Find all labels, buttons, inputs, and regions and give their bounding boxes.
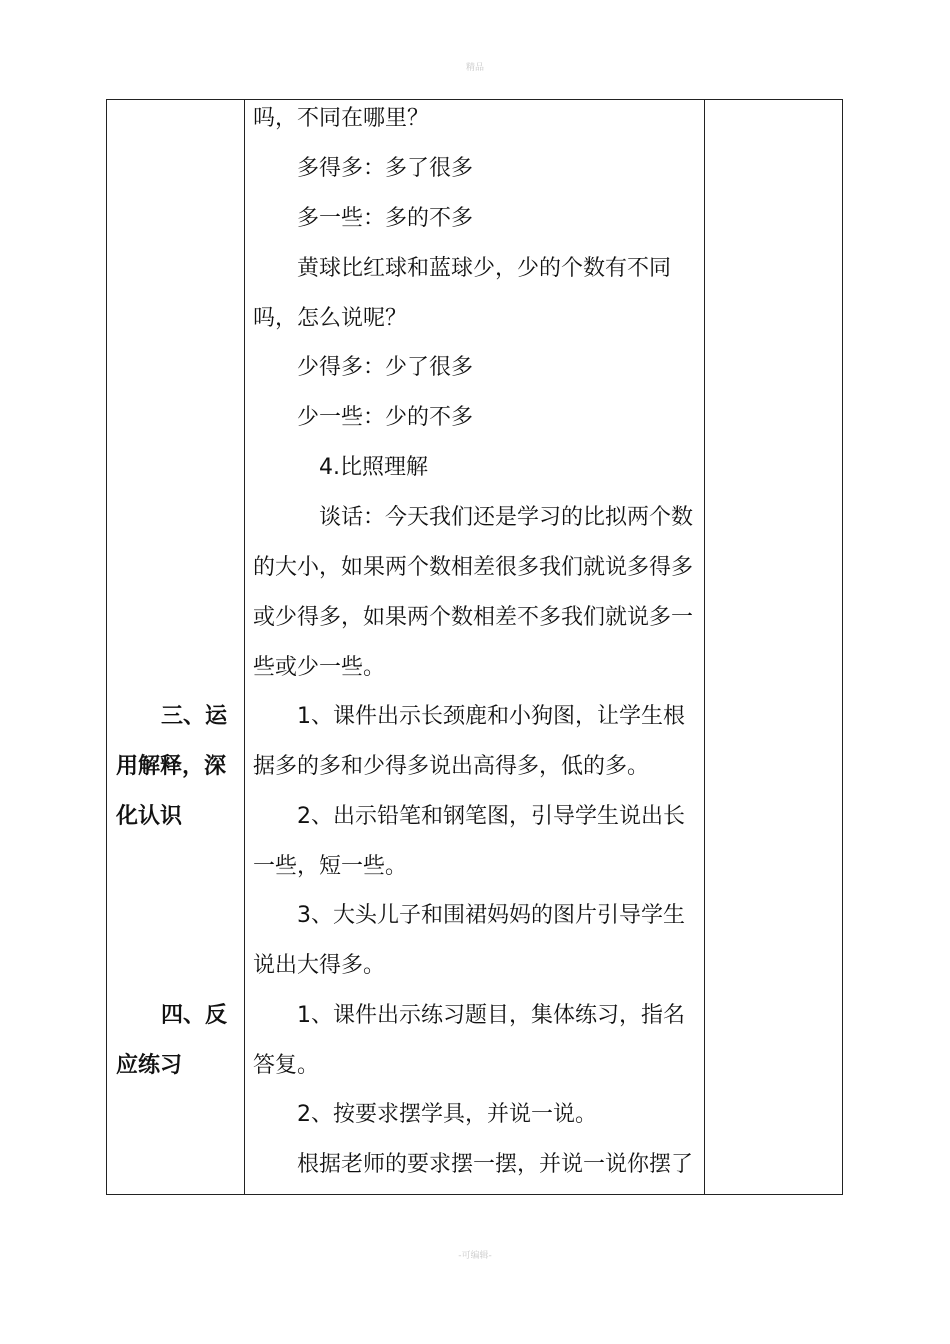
content-line: 多得多：多了很多: [297, 156, 474, 181]
footer-watermark: -可编辑-: [458, 1251, 492, 1261]
content-line: 少得多：少了很多: [297, 355, 474, 380]
section-4-label-line-1: 四、反: [161, 1003, 228, 1028]
content-line: 的大小，如果两个数相差很多我们就说多得多: [253, 555, 694, 580]
header-watermark: 精品: [465, 63, 484, 73]
content-line: 或少得多，如果两个数相差不多我们就说多一: [253, 605, 694, 630]
section-3-label-line-1: 三、运: [161, 704, 228, 729]
content-line: 2、出示铅笔和钢笔图，引导学生说出长: [297, 804, 685, 829]
content-line: 3、大头儿子和围裙妈妈的图片引导学生: [297, 903, 685, 928]
section-3-label-line-3: 化认识: [116, 804, 183, 829]
lesson-table: [106, 99, 843, 1195]
content-line: 2、按要求摆学具，并说一说。: [297, 1102, 597, 1127]
content-line: 多一些：多的不多: [297, 206, 474, 231]
content-line: 黄球比红球和蓝球少，少的个数有不同: [297, 256, 672, 281]
content-line: 一些，短一些。: [253, 854, 408, 879]
column-divider-right: [704, 100, 705, 1194]
content-line: 据多的多和少得多说出高得多，低的多。: [253, 754, 650, 779]
content-line: 吗，怎么说呢？: [253, 306, 408, 331]
section-4-label-line-2: 应练习: [116, 1053, 183, 1078]
column-divider-left: [244, 100, 245, 1194]
content-line: 些或少一些。: [253, 655, 386, 680]
content-line: 1、课件出示练习题目，集体练习，指名: [297, 1003, 685, 1028]
content-line: 1、课件出示长颈鹿和小狗图，让学生根: [297, 704, 685, 729]
content-line: 少一些：少的不多: [297, 405, 474, 430]
content-line: 吗，不同在哪里？: [253, 106, 430, 131]
section-3-label-line-2: 用解释，深: [116, 754, 227, 779]
content-line: 根据老师的要求摆一摆，并说一说你摆了: [297, 1152, 694, 1177]
content-line: 说出大得多。: [253, 953, 386, 978]
content-line: 谈话：今天我们还是学习的比拟两个数: [319, 505, 694, 530]
content-line: 4.比照理解: [319, 455, 428, 480]
content-line: 答复。: [253, 1053, 320, 1078]
